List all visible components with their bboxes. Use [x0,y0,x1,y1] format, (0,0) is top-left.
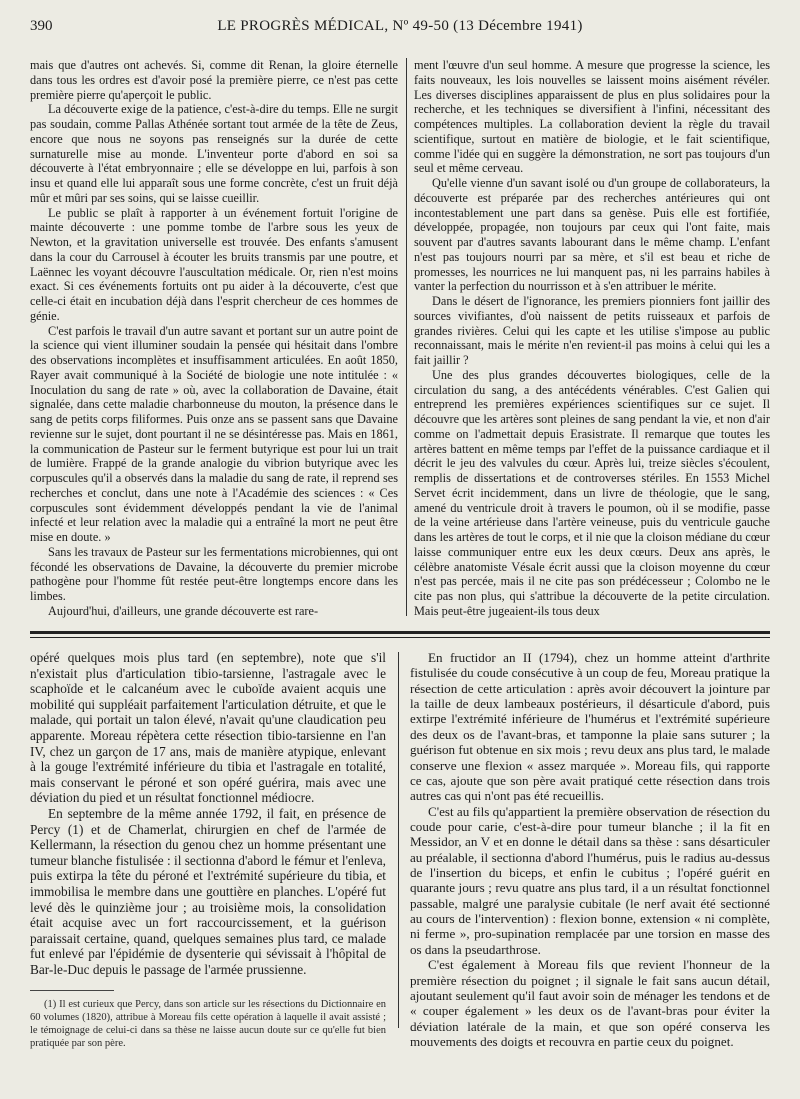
footnote-text: (1) Il est curieux que Percy, dans son article sur les résections du Dictionnaire en 60 volumes (1820), attribue à Moreau fils cette opération à laquelle il avait assisté ; le témoignage de celui-ci dans sa thèse ne laisse aucun doute sur ce qu'elle fut bien pratiquée par son père. [30,999,386,1049]
upper-right-column [414,58,770,618]
footnote [30,998,386,1050]
paragraph: La découverte exige de la patience, c'est-à-dire du temps. Elle ne surgit pas soudain, comme Pallas Athénée sortant tout armée de la tête de Zeus, encore que nous ne soyons pas renseignés sur la durée de cette surnaturelle mise au monde. L'inventeur porte d'abord en soi sa découverte à l'état embryonnaire ; elle se développe en lui, parfois à son insu et quand elle lui apparaît sous une forme concrète, c'est un fruit déjà mûr et mûri par ses soins, qui se laisse cueillir. [30,102,398,205]
paragraph: opéré quelques mois plus tard (en septembre), note que s'il n'existait plus d'articulation tibio-tarsienne, l'astragale avec le scaphoïde et le calcanéum avec le cuboïde avaient acquis une mobilité qui suppléait parfaitement l'articulation détruite, et que le malade, qui portait un talon élevé, n'avait qu'une claudication peu apparente. Moreau répètera cette résection tibio-tarsienne en l'an IV, chez un garçon de 17 ans, mais de manière atypique, enlevant à la gouge l'extrémité inférieure du tibia et l'astragale en totalité, mais conservant le péroné et son opéré guérira, mais avec une déviation du pied et un résultat fonctionnel médiocre. [30,650,386,806]
column-divider [406,58,407,616]
paragraph: C'est parfois le travail d'un autre savant et portant sur un autre point de la science qui vient illuminer soudain la pensée qui hésitait dans l'ombre des observations incomplètes et insuffisamment articulées. En août 1850, Rayer avait communiqué à la Société de biologie une note intitulée : « Inoculation du sang de rate » où, avec la collaboration de Davaine, était signalée, dans cette maladie charbonneuse du mouton, la présence dans le sang de petits corps filiformes. Puis onze ans se passent sans que Davaine revienne sur le sujet, dont pourtant il ne se désintéresse pas. Mais en 1861, la communication de Pasteur sur le ferment butyrique est pour lui un trait de lumière. Frappé de la grande analogie du vibrion butyrique avec les corpuscules qu'il a observés dans la maladie du sang de rate, il reprend ses recherches et conclut, dans une note à l'Académie des sciences : « Ces corpuscules sont évidemment développés pendant la vie de l'animal infecté et leur relation avec la maladie qui a entraîné la mort ne peut être mise en doute. » [30,323,398,544]
paragraph: ment l'œuvre d'un seul homme. A mesure que progresse la science, les faits nouveaux, les lois nouvelles se laissent moins aisément révéler. Les diverses disciplines apparaissent de plus en plus solidaires pour la recherche, et les techniques se diversifient à l'infini, nécessitant des compétences multiples. La collaboration devient la règle du travail scientifique, surtout en matière de biologie, et le fait scientifique, comme l'idée qui en suggère la démonstration, ne sort pas toujours d'un seul et même cerveau. [414,58,770,176]
paragraph: mais que d'autres ont achevés. Si, comme dit Renan, la gloire éternelle dans tous les ordres est d'avoir posé la première pierre, ce n'est pas cette première pierre qu'aperçoit le public. [30,58,398,102]
paragraph: Une des plus grandes découvertes biologiques, celle de la circulation du sang, a des antécédents vénérables. C'est Galien qui entreprend les premières expériences scientifiques sur ce sujet. Il découvre que les artères sont pleines de sang pendant la vie, et non d'air comme on l'admettait depuis Erasistrate. Il remarque que toutes les artères battent en même temps par l'effet de la puissance cardiaque et il décrit le jeu des valvules du cœur. Après lui, treize siècles s'écoulent, remplis de dissertations et de controverses stériles. En 1553 Michel Servet écrit incidemment, dans un livre de théologie, que le sang, amené du ventricule droit à travers le poumon, où il se modifie, passe de la veine artérieuse dans l'artère veineuse, puis du ventricule gauche dans les artères de tout le corps, et il nie que la cloison médiane du cœur laisse communiquer entre eux les deux cœurs. Deux ans après, le célèbre anatomiste Vésale écrit aussi que la cloison moyenne du cœur n'est pas percée, mais il ne cite pas son prédécesseur ; Colombo ne le cite pas non plus, qui s'attribue la découverte de la petite circulation. Mais peut-être jugeaient-ils tous deux [414,367,770,618]
page-number: 390 [30,18,53,34]
paragraph: Le public se plaît à rapporter à un événement fortuit l'origine de mainte découverte : une pomme tombe de l'arbre sous les yeux de Newton, et la gravitation universelle est trouvée. Des enfants s'amusent dans la cour du Carrousel à écouter les bruits transmis par une poutre, et Laënnec les voyant découvre l'auscultation médicale. Or, rien n'est moins exact. Si ces événements fortuits ont pu aider à la découverte, c'est que celle-ci était en incubation déjà dans l'esprit chercheur de ces hommes de génie. [30,205,398,323]
section-divider-thin [30,637,770,638]
journal-title: LE PROGRÈS MÉDICAL, Nº 49-50 (13 Décembre 1941) [217,18,583,34]
paragraph: Dans le désert de l'ignorance, les premiers pionniers font jaillir des sources vivifiantes, d'où naissent de petits ruisseaux et parfois de grandes rivières. Celui qui les capte et les utilise s'impose au public reconnaissant, mais le mérite n'en revient-il pas moins à celui qui les a fait jaillir ? [414,294,770,367]
paragraph: En septembre de la même année 1792, il fait, en présence de Percy (1) et de Chamerlat, chirurgien en chef de l'armée de Kellermann, la résection du genou chez un homme présentant une tumeur blanche fistulisée : il sectionna d'abord le fémur et l'enleva, puis extirpa la tête du péroné et l'extrémité supérieure du tibia, et immobilisa le membre dans une gouttière en planches. L'opéré fut levé dès le quinzième jour ; au troisième mois, la consolidation était acquise avec un fort raccourcissement, et la guérison paraissait certaine, quand, quelques semaines plus tard, ce malade fut enlevé par l'épidémie de dysenterie qui sévissait à l'hôpital de Bar-le-Duc depuis le passage de l'armée prussienne. [30,805,386,977]
paragraph: Qu'elle vienne d'un savant isolé ou d'un groupe de collaborateurs, la découverte est préparée par des recherches antérieures qui ont incontestablement une part dans sa genèse. Puis elle est fortifiée, développée, propagée, non toujours par ceux qui l'ont faite, mais souvent par d'autres savants labourant dans le même champ. L'enfant n'est pas toujours nourri par sa mère, et s'il est beau et riche de promesses, les nourrices ne lui manquent pas, ni les parrains habiles à vanter la perfection du nourrisson et à s'en attribuer le mérite. [414,176,770,294]
column-divider [398,652,399,1028]
footnote-rule [30,990,114,991]
running-header [30,16,770,40]
lower-right-column [410,650,770,1050]
upper-left-column [30,58,398,618]
paragraph: En fructidor an II (1794), chez un homme atteint d'arthrite fistulisée du coude consécutive à un coup de feu, Moreau pratique la résection de cette articulation : après avoir découvert la jointure par la taille de deux lambeaux postérieurs, il désarticule d'abord, puis extirpe l'extrémité inférieure de l'humérus et l'extrémité supérieure des deux os de l'avant-bras, et tamponne la plaie sans suturer ; la guérison fut obtenue en six mois ; revu deux ans plus tard, le malade conserve une flexion « assez marquée ». Moreau fils, qui rapporte ce cas, ajoute que son père avait pratiqué cette résection dans trois autres cas qui n'ont pas été recueillis. [410,650,770,804]
paragraph: C'est également à Moreau fils que revient l'honneur de la première résection du poignet ; il signale le fait sans aucun détail, ajoutant seulement qu'il faut avoir soin de ménager les tendons et de « couper également » les deux os de l'avant-bras pour éviter la déviation latérale de la main, et que son opéré conserva les mouvements des doigts et recouvra en partie ceux du poignet. [410,957,770,1049]
paragraph: Aujourd'hui, d'ailleurs, une grande découverte est rare- [48,603,319,618]
paragraph: Sans les travaux de Pasteur sur les fermentations microbiennes, qui ont fécondé les observations de Davaine, la découverte du premier microbe pathogène pour l'homme fût restée peut-être longtemps encore dans les limbes. [30,544,398,603]
paragraph: C'est au fils qu'appartient la première observation de résection du coude pour carie, c'est-à-dire pour tumeur blanche ; il la fit en Messidor, an V et en donne le détail dans sa thèse : sans désarticuler au préalable, il sectionna d'abord l'humérus, puis le radius au-dessus de l'insertion du biceps, et enfin le cubitus ; l'opéré guérit en quarante jours ; revu quatre ans plus tard, il a un résultat fonctionnel passable, malgré une paralysie cubitale (le nerf avait été sectionné au cours de l'intervention) : flexion bonne, extension « ni complète, ni ferme », pro-supination remplacée par une torsion en masse des os dans la pseudarthrose. [410,803,770,957]
section-divider-thick [30,631,770,634]
